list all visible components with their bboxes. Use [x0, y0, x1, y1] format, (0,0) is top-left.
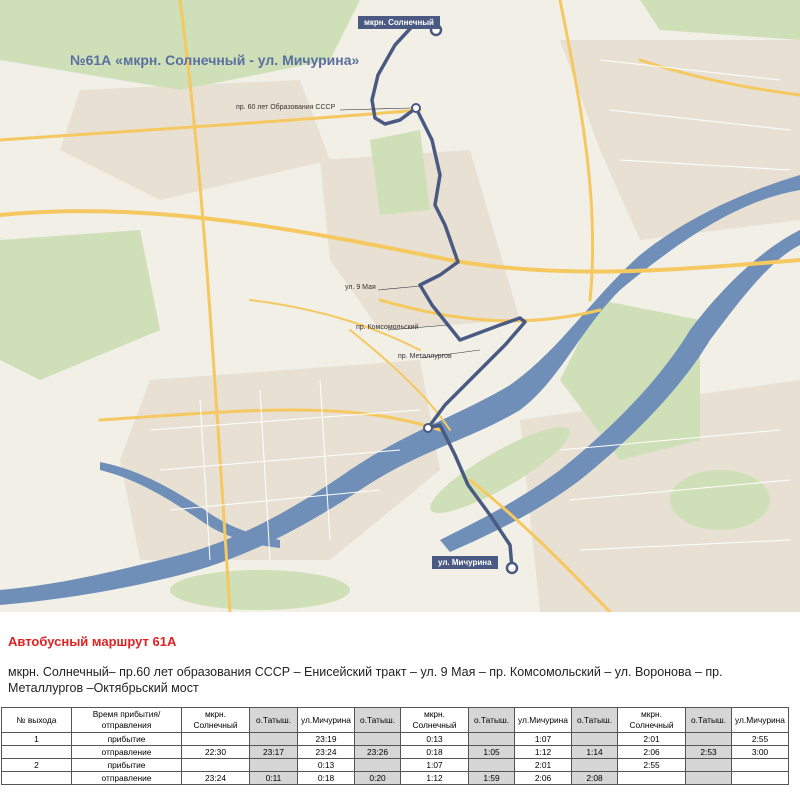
table-cell: 0:13: [401, 733, 469, 746]
table-cell: 23:24: [298, 746, 355, 759]
road-label-metallurgov: пр. Металлургов: [398, 353, 452, 360]
table-cell: [618, 772, 686, 785]
table-cell: 23:19: [298, 733, 355, 746]
table-cell: 1:07: [515, 733, 572, 746]
table-cell: [182, 733, 250, 746]
column-header: № выхода: [2, 708, 72, 733]
table-cell: прибытие: [72, 759, 182, 772]
table-cell: [182, 759, 250, 772]
table-cell: 1:07: [401, 759, 469, 772]
table-cell: 1:14: [572, 746, 618, 759]
table-cell: 1:12: [401, 772, 469, 785]
table-cell: 2:55: [732, 733, 789, 746]
section-title: Автобусный маршрут 61А: [8, 634, 177, 649]
column-header: Время прибытия/отправления: [72, 708, 182, 733]
table-cell: 1:05: [469, 746, 515, 759]
stop-marker: [424, 424, 432, 432]
table-cell: [355, 733, 401, 746]
table-cell: отправление: [72, 746, 182, 759]
table-cell: [732, 759, 789, 772]
table-cell: 0:13: [298, 759, 355, 772]
table-cell: [686, 759, 732, 772]
table-row: [2, 733, 789, 746]
table-cell: [2, 772, 72, 785]
map-title: №61А «мкрн. Солнечный - ул. Мичурина»: [70, 52, 360, 68]
table-cell: 2:53: [686, 746, 732, 759]
start-stop-label: мкрн. Солнечный: [358, 16, 440, 29]
column-header: мкрн. Солнечный: [401, 708, 469, 733]
table-cell: 1:12: [515, 746, 572, 759]
table-cell: [732, 772, 789, 785]
table-cell: отправление: [72, 772, 182, 785]
table-cell: 2:08: [572, 772, 618, 785]
column-header: мкрн. Солнечный: [618, 708, 686, 733]
stop-marker: [412, 104, 420, 112]
table-cell: 2:06: [515, 772, 572, 785]
table-cell: 0:11: [250, 772, 298, 785]
column-header: о.Татыш.: [355, 708, 401, 733]
column-header: о.Татыш.: [250, 708, 298, 733]
table-row: [2, 746, 789, 759]
table-cell: 23:26: [355, 746, 401, 759]
table-cell: [469, 733, 515, 746]
table-cell: [469, 759, 515, 772]
table-cell: [355, 759, 401, 772]
end-stop-label: ул. Мичурина: [432, 556, 498, 569]
table-cell: 2:01: [515, 759, 572, 772]
table-cell: [250, 759, 298, 772]
table-cell: [2, 746, 72, 759]
table-cell: прибытие: [72, 733, 182, 746]
column-header: о.Татыш.: [572, 708, 618, 733]
column-header: о.Татыш.: [686, 708, 732, 733]
table-cell: [572, 759, 618, 772]
column-header: ул.Мичурина: [298, 708, 355, 733]
table-cell: [686, 733, 732, 746]
road-label-pr60: пр. 60 лет Образования СССР: [236, 104, 336, 111]
table-cell: 2:06: [618, 746, 686, 759]
table-cell: 23:17: [250, 746, 298, 759]
route-description: мкрн. Солнечный– пр.60 лет образования СССР – Енисейский тракт – ул. 9 Мая – пр. Комсомольский – ул. Воронова – пр. Металлургов –Октябрьский мост: [8, 665, 723, 695]
table-cell: 1: [2, 733, 72, 746]
table-row: [2, 759, 789, 772]
table-row: [2, 772, 789, 785]
table-cell: 0:18: [298, 772, 355, 785]
table-cell: [572, 733, 618, 746]
schedule-table: [1, 707, 789, 785]
table-cell: 23:24: [182, 772, 250, 785]
table-cell: 0:20: [355, 772, 401, 785]
table-cell: [250, 733, 298, 746]
column-header: ул.Мичурина: [732, 708, 789, 733]
end-stop-marker: [507, 563, 517, 573]
road-label-komsomolsky: пр. Комсомольский: [356, 324, 419, 331]
table-cell: [686, 772, 732, 785]
column-header: ул.Мичурина: [515, 708, 572, 733]
table-cell: 2:01: [618, 733, 686, 746]
column-header: мкрн. Солнечный: [182, 708, 250, 733]
table-cell: 1:59: [469, 772, 515, 785]
table-cell: 22:30: [182, 746, 250, 759]
road-label-may9: ул. 9 Мая: [345, 284, 376, 291]
table-cell: 3:00: [732, 746, 789, 759]
table-cell: 2: [2, 759, 72, 772]
table-cell: 2:55: [618, 759, 686, 772]
table-cell: 0:18: [401, 746, 469, 759]
column-header: о.Татыш.: [469, 708, 515, 733]
table-header-row: [2, 708, 789, 733]
